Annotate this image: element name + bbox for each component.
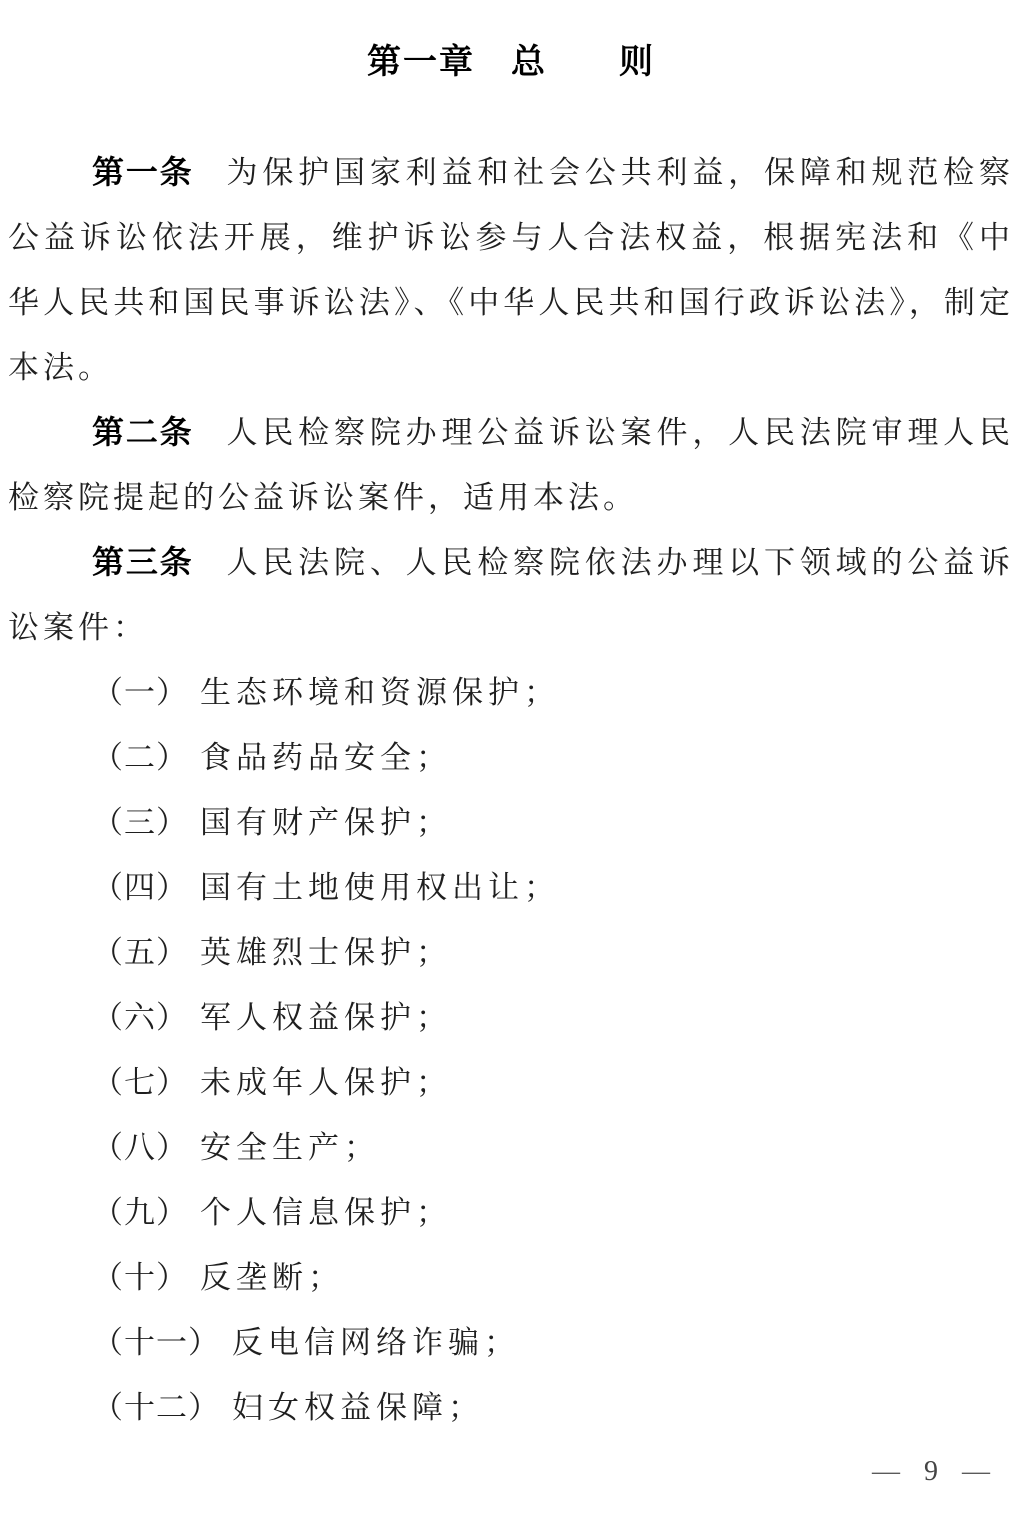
list-item-3 <box>8 790 1014 855</box>
list-item-text-4: 国有土地使用权出让； <box>200 870 560 905</box>
article-paragraph-1 <box>8 140 1014 400</box>
list-item-text-2: 食品药品安全； <box>200 740 452 775</box>
article-label-1: 第一条 <box>92 154 194 190</box>
list-item-1 <box>8 660 1014 725</box>
list-item-number-7: （七） <box>92 1065 188 1100</box>
list-item-text-6: 军人权益保护； <box>200 1000 452 1035</box>
page-number: 9 <box>924 1456 938 1487</box>
list-item-number-2: （二） <box>92 740 188 775</box>
footer-dash-right: — <box>962 1456 990 1487</box>
article-paragraph-2 <box>8 400 1014 530</box>
page-footer <box>872 1452 990 1492</box>
list-item-number-3: （三） <box>92 805 188 840</box>
list-item-number-8: （八） <box>92 1130 188 1165</box>
article-text-2: 人民检察院办理公益诉讼案件，人民法院审理人民检察院提起的公益诉讼案件，适用本法。 <box>8 415 1014 515</box>
list-item-4 <box>8 855 1014 920</box>
list-item-10 <box>8 1245 1014 1310</box>
article-paragraph-3 <box>8 530 1014 660</box>
list-item-7 <box>8 1050 1014 1115</box>
list-item-8 <box>8 1115 1014 1180</box>
list-item-text-1: 生态环境和资源保护； <box>200 675 560 710</box>
list-item-5 <box>8 920 1014 985</box>
chapter-heading: 第一章 总 则 <box>367 43 655 81</box>
list-item-12 <box>8 1375 1014 1440</box>
list-item-number-4: （四） <box>92 870 188 905</box>
article-label-2: 第二条 <box>92 414 194 450</box>
list-item-number-1: （一） <box>92 675 188 710</box>
list-item-6 <box>8 985 1014 1050</box>
list-item-text-3: 国有财产保护； <box>200 805 452 840</box>
list-item-number-5: （五） <box>92 935 188 970</box>
list-item-number-10: （十） <box>92 1260 188 1295</box>
article-text-1: 为保护国家利益和社会公共利益，保障和规范检察公益诉讼依法开展，维护诉讼参与人合法权益，根据宪法和《中华人民共和国民事诉讼法》、《中华人民共和国行政诉讼法》，制定本法。 <box>8 155 1014 385</box>
article-text-3: 人民法院、人民检察院依法办理以下领域的公益诉讼案件： <box>8 545 1014 645</box>
list-item-text-5: 英雄烈士保护； <box>200 935 452 970</box>
list-item-text-7: 未成年人保护； <box>200 1065 452 1100</box>
list-item-9 <box>8 1180 1014 1245</box>
list-item-number-9: （九） <box>92 1195 188 1230</box>
list-item-number-6: （六） <box>92 1000 188 1035</box>
list-item-text-11: 反电信网络诈骗； <box>232 1325 520 1360</box>
list-item-number-11: （十一） <box>92 1325 220 1360</box>
list-item-text-10: 反垄断； <box>200 1260 344 1295</box>
list-item-text-12: 妇女权益保障； <box>232 1390 484 1425</box>
list-item-text-9: 个人信息保护； <box>200 1195 452 1230</box>
article-label-3: 第三条 <box>92 544 194 580</box>
list-item-11 <box>8 1310 1014 1375</box>
list-item-number-12: （十二） <box>92 1390 220 1425</box>
footer-dash-left: — <box>872 1456 900 1487</box>
list-item-text-8: 安全生产； <box>200 1130 380 1165</box>
list-item-2 <box>8 725 1014 790</box>
